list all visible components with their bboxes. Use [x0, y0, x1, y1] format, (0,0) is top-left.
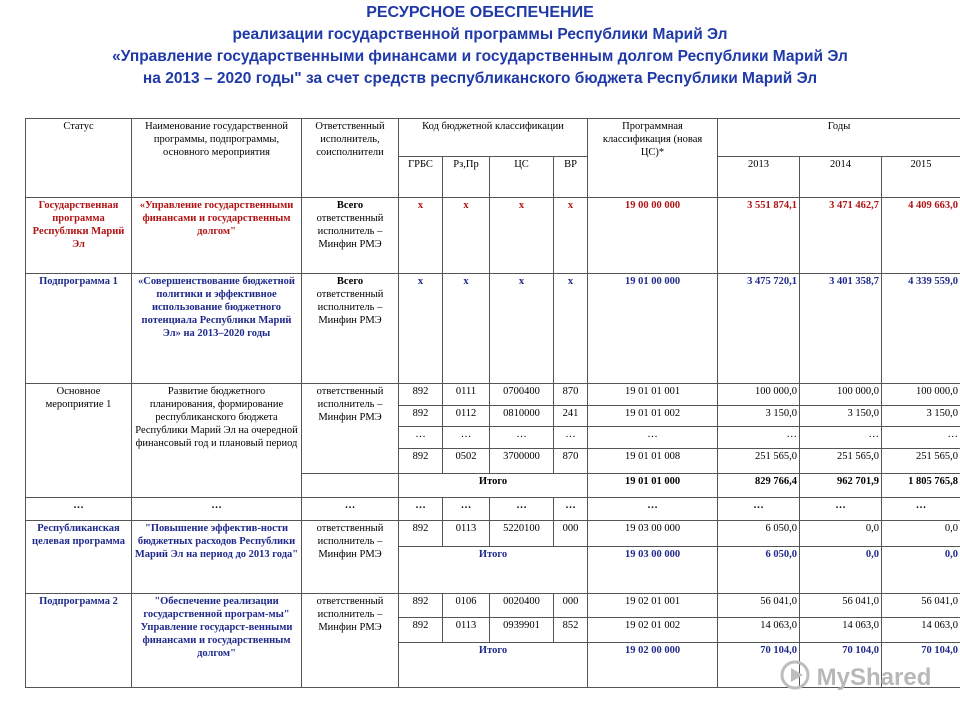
vr-cell: … — [554, 498, 588, 521]
rzpr-cell: … — [443, 427, 490, 449]
value-2015: … — [882, 498, 960, 521]
value-2013: 3 475 720,1 — [718, 274, 800, 384]
grbs-cell: 892 — [399, 406, 443, 427]
header-2015: 2015 — [882, 157, 960, 198]
cs-cell: … — [490, 498, 554, 521]
value-2013: 251 565,0 — [718, 449, 800, 474]
header-status: Статус — [26, 119, 132, 198]
cs-cell: 0939901 — [490, 618, 554, 643]
responsible-cell: … — [302, 498, 399, 521]
value-2014: 3 471 462,7 — [800, 198, 882, 274]
total-2015: 0,0 — [882, 547, 960, 594]
header-cs: ЦС — [490, 157, 554, 198]
total-2013: 70 104,0 — [718, 643, 800, 688]
watermark — [780, 660, 960, 694]
table-row — [26, 498, 960, 521]
value-2013: 6 050,0 — [718, 521, 800, 547]
resource-table — [25, 118, 960, 688]
table-row — [26, 521, 960, 547]
play-logo-icon — [780, 660, 810, 697]
grbs-cell: … — [399, 498, 443, 521]
vr-cell: 000 — [554, 521, 588, 547]
table-row — [26, 274, 960, 384]
header-2013: 2013 — [718, 157, 800, 198]
grbs-cell: х — [399, 198, 443, 274]
value-2014: 3 401 358,7 — [800, 274, 882, 384]
responsible-cell: ответственный исполнитель – Минфин РМЭ — [302, 521, 399, 594]
grbs-cell: х — [399, 274, 443, 384]
responsible-text: ответственный исполнитель – Минфин РМЭ — [316, 213, 384, 250]
table-row — [26, 384, 960, 406]
grbs-cell: 892 — [399, 594, 443, 618]
value-2013: … — [718, 427, 800, 449]
name-cell: … — [132, 498, 302, 521]
value-2014: 100 000,0 — [800, 384, 882, 406]
header-prog-class: Программная классификация (новая ЦС)* — [588, 119, 718, 198]
header-years: Годы — [718, 119, 960, 157]
status-cell: … — [26, 498, 132, 521]
prog-class-cell: … — [588, 498, 718, 521]
total-2015: 70 104,0 — [882, 643, 960, 688]
total-label: Итого — [399, 547, 588, 594]
responsible-cell: ответственный исполнитель – Минфин РМЭ — [302, 594, 399, 688]
value-2014: 3 150,0 — [800, 406, 882, 427]
prog-class-cell: 19 02 01 001 — [588, 594, 718, 618]
vr-cell: х — [554, 274, 588, 384]
title-line-1: РЕСУРСНОЕ ОБЕСПЕЧЕНИЕ — [366, 4, 594, 21]
title-line-4: на 2013 – 2020 годы" за счет средств республиканского бюджета Республики Марий Эл — [142, 70, 818, 87]
value-2015: 0,0 — [882, 521, 960, 547]
status-cell: Государственная программа Республики Марий Эл — [26, 198, 132, 274]
grbs-cell: 892 — [399, 449, 443, 474]
cs-cell: 3700000 — [490, 449, 554, 474]
cs-cell: 0810000 — [490, 406, 554, 427]
total-label: Итого — [399, 474, 588, 498]
watermark-text: MyShared — [816, 663, 932, 691]
grbs-cell: 892 — [399, 384, 443, 406]
total-2015: 1 805 765,8 — [882, 474, 960, 498]
responsible-cell — [302, 274, 399, 384]
title-line-2: реализации государственной программы Республики Марий Эл — [232, 26, 728, 43]
value-2014: 56 041,0 — [800, 594, 882, 618]
total-2014: 0,0 — [800, 547, 882, 594]
name-cell: «Совершенствование бюджетной политики и эффективное использование бюджетного потенциала Республики Марий Эл» на 2013–2020 годы — [132, 274, 302, 384]
name-cell: "Повышение эффектив-ности бюджетных расходов Республики Марий Эл на период до 2013 года" — [132, 521, 302, 594]
value-2015: 251 565,0 — [882, 449, 960, 474]
vr-cell: х — [554, 198, 588, 274]
prog-class-cell: 19 03 00 000 — [588, 547, 718, 594]
total-label: Всего — [336, 276, 364, 287]
value-2013: 3 551 874,1 — [718, 198, 800, 274]
cs-cell: … — [490, 427, 554, 449]
rzpr-cell: 0111 — [443, 384, 490, 406]
value-2015: 100 000,0 — [882, 384, 960, 406]
value-2014: 0,0 — [800, 521, 882, 547]
name-cell: Развитие бюджетного планирования, формирование республиканского бюджета Республики Марий Эл на очередной финансовый год и плановый период — [132, 384, 302, 498]
total-2013: 6 050,0 — [718, 547, 800, 594]
title-line-3: «Управление государственными финансами и государственным долгом Республики Марий Эл — [112, 48, 848, 65]
header-responsible: Ответственный исполнитель, соисполнители — [302, 119, 399, 198]
value-2014: 251 565,0 — [800, 449, 882, 474]
value-2013: … — [718, 498, 800, 521]
total-label: Всего — [336, 200, 364, 211]
value-2013: 56 041,0 — [718, 594, 800, 618]
responsible-text: ответственный исполнитель – Минфин РМЭ — [316, 289, 384, 326]
rzpr-cell: 0502 — [443, 449, 490, 474]
header-budget-code: Код бюджетной классификации — [399, 119, 588, 157]
name-cell: «Управление государственными финансами и государственным долгом" — [132, 198, 302, 274]
status-cell: Подпрограмма 1 — [26, 274, 132, 384]
header-rzpr: Рз,Пр — [443, 157, 490, 198]
status-cell: Подпрограмма 2 — [26, 594, 132, 688]
header-name: Наименование государственной программы, подпрограммы, основного мероприятия — [132, 119, 302, 198]
grbs-cell: 892 — [399, 618, 443, 643]
rzpr-cell: 0112 — [443, 406, 490, 427]
header-grbs: ГРБС — [399, 157, 443, 198]
rzpr-cell: 0106 — [443, 594, 490, 618]
prog-class-cell: 19 01 00 000 — [588, 274, 718, 384]
table-row — [26, 198, 960, 274]
value-2014: … — [800, 498, 882, 521]
grbs-cell: 892 — [399, 521, 443, 547]
prog-class-cell: 19 02 01 002 — [588, 618, 718, 643]
prog-class-cell: 19 01 01 000 — [588, 474, 718, 498]
rzpr-cell: 0113 — [443, 618, 490, 643]
responsible-cell — [302, 198, 399, 274]
rzpr-cell: … — [443, 498, 490, 521]
value-2014: … — [800, 427, 882, 449]
total-2014: 70 104,0 — [800, 643, 882, 688]
prog-class-cell: 19 00 00 000 — [588, 198, 718, 274]
status-cell: Республиканская целевая программа — [26, 521, 132, 594]
value-2013: 100 000,0 — [718, 384, 800, 406]
responsible-empty — [302, 474, 399, 498]
header-vr: ВР — [554, 157, 588, 198]
cs-cell: х — [490, 198, 554, 274]
total-2013: 829 766,4 — [718, 474, 800, 498]
cs-cell: 0020400 — [490, 594, 554, 618]
value-2015: 4 409 663,0 — [882, 198, 960, 274]
prog-class-cell: 19 03 00 000 — [588, 521, 718, 547]
total-label: Итого — [399, 643, 588, 688]
cs-cell: х — [490, 274, 554, 384]
vr-cell: 000 — [554, 594, 588, 618]
prog-class-cell: … — [588, 427, 718, 449]
value-2013: 14 063,0 — [718, 618, 800, 643]
value-2015: 4 339 559,0 — [882, 274, 960, 384]
prog-class-cell: 19 02 00 000 — [588, 643, 718, 688]
value-2013: 3 150,0 — [718, 406, 800, 427]
status-cell: Основное мероприятие 1 — [26, 384, 132, 498]
rzpr-cell: 0113 — [443, 521, 490, 547]
rzpr-cell: х — [443, 198, 490, 274]
value-2015: 3 150,0 — [882, 406, 960, 427]
responsible-cell: ответственный исполнитель – Минфин РМЭ — [302, 384, 399, 474]
vr-cell: 870 — [554, 384, 588, 406]
vr-cell: 852 — [554, 618, 588, 643]
vr-cell: … — [554, 427, 588, 449]
grbs-cell: … — [399, 427, 443, 449]
value-2015: 14 063,0 — [882, 618, 960, 643]
value-2015: … — [882, 427, 960, 449]
vr-cell: 241 — [554, 406, 588, 427]
prog-class-cell: 19 01 01 002 — [588, 406, 718, 427]
cs-cell: 0700400 — [490, 384, 554, 406]
value-2014: 14 063,0 — [800, 618, 882, 643]
vr-cell: 870 — [554, 449, 588, 474]
prog-class-cell: 19 01 01 008 — [588, 449, 718, 474]
value-2015: 56 041,0 — [882, 594, 960, 618]
prog-class-cell: 19 01 01 001 — [588, 384, 718, 406]
rzpr-cell: х — [443, 274, 490, 384]
cs-cell: 5220100 — [490, 521, 554, 547]
header-2014: 2014 — [800, 157, 882, 198]
table-row — [26, 594, 960, 618]
total-2014: 962 701,9 — [800, 474, 882, 498]
name-cell: "Обеспечение реализации государственной програм-мы" Управление государст-венными финансами и государственным долгом" — [132, 594, 302, 688]
